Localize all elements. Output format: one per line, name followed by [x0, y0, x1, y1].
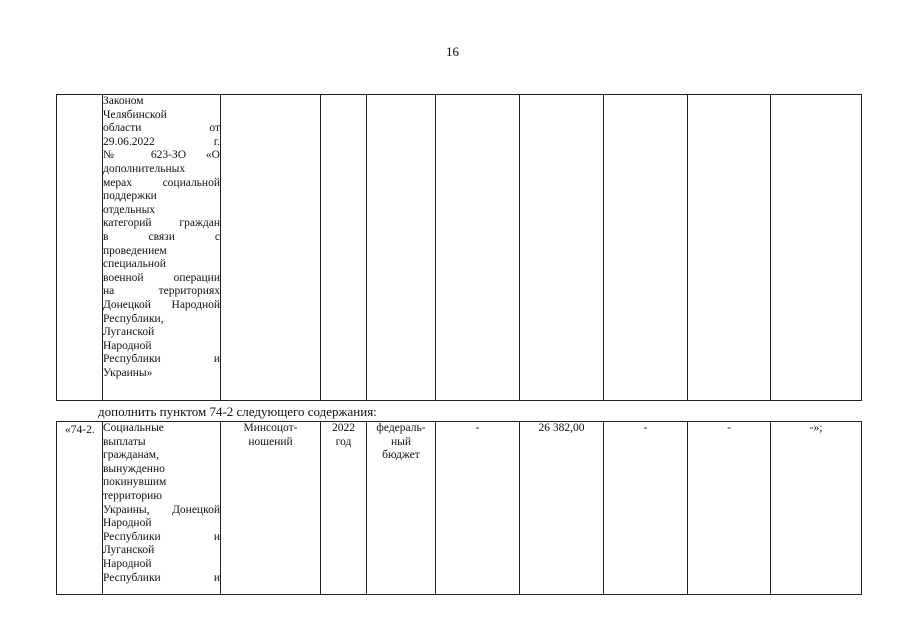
item-name-line: Украины, Донецкой — [103, 503, 220, 516]
law-text-line: Республики, — [103, 312, 164, 325]
cell-source — [367, 95, 436, 401]
cell-col6 — [520, 95, 604, 401]
law-text-line: № 623-ЗО «О — [103, 149, 220, 162]
item-source — [367, 422, 436, 595]
executor-line: ношений — [248, 435, 293, 448]
item-col7: - — [604, 422, 688, 595]
table-new-item — [56, 421, 862, 595]
item-executor — [221, 422, 321, 595]
item-col9: -»; — [771, 422, 862, 595]
cell-col5 — [436, 95, 520, 401]
executor-line: Минсоцот- — [243, 422, 298, 434]
item-name-line: покинувшим — [103, 476, 167, 489]
law-text-line: мерах социальной — [103, 176, 220, 189]
law-text-line: на территориях — [103, 285, 220, 298]
law-text-line: Украины» — [103, 366, 153, 379]
year-unit: год — [335, 435, 352, 448]
law-text-line: поддержки — [103, 190, 157, 203]
item-year — [321, 422, 367, 595]
table-continuation — [56, 94, 862, 401]
item-name-line: Народной — [103, 517, 152, 530]
item-name-line: территорию — [103, 489, 162, 502]
cell-executor — [221, 95, 321, 401]
cell-col8 — [688, 95, 771, 401]
law-text-line: категорий граждан — [103, 217, 220, 230]
cell-number — [57, 95, 103, 401]
item-col8: - — [688, 422, 771, 595]
law-text-line: Луганской — [103, 326, 155, 339]
cell-law-reference — [103, 95, 221, 401]
item-name-line: Луганской — [103, 544, 155, 557]
law-text-line: специальной — [103, 258, 166, 271]
law-text-line: 29.06.2022 г. — [103, 135, 220, 148]
law-text-line: области от — [103, 122, 220, 135]
law-text-line: отдельных — [103, 203, 156, 216]
source-line: федераль- — [376, 422, 426, 434]
item-amount: 26 382,00 — [520, 422, 604, 595]
cell-col7 — [604, 95, 688, 401]
page-number: 16 — [446, 44, 459, 59]
item-name — [103, 422, 221, 595]
year-value: 2022 — [332, 422, 355, 434]
item-name-line: Республики и — [103, 530, 220, 543]
law-text-line: проведением — [103, 244, 167, 257]
amendment-instruction: дополнить пунктом 74-2 следующего содержания: — [98, 404, 377, 419]
source-line: бюджет — [382, 449, 420, 462]
law-text-line: Народной — [103, 339, 152, 352]
law-text-line: военной операции — [103, 271, 220, 284]
item-name-line: Народной — [103, 557, 152, 570]
law-text-line: Челябинской — [103, 108, 167, 121]
item-name-line: Социальные — [103, 422, 164, 434]
item-name-line: вынужденно — [103, 462, 165, 475]
item-name-text — [103, 422, 220, 585]
law-text-line: Донецкой Народной — [103, 298, 220, 311]
item-number: «74-2. — [57, 422, 103, 595]
item-col5: - — [436, 422, 520, 595]
item-name-line: гражданам, — [103, 449, 159, 462]
law-text-line: дополнительных — [103, 162, 186, 175]
item-name-line: Республики и — [103, 571, 220, 584]
cell-col9 — [771, 95, 862, 401]
cell-year — [321, 95, 367, 401]
law-text-line: Республики и — [103, 353, 220, 366]
source-line: ный — [390, 435, 412, 448]
law-reference-text — [103, 95, 220, 380]
law-text-line: Законом — [103, 95, 144, 107]
law-text-line: в связи с — [103, 230, 220, 243]
item-name-line: выплаты — [103, 435, 146, 448]
